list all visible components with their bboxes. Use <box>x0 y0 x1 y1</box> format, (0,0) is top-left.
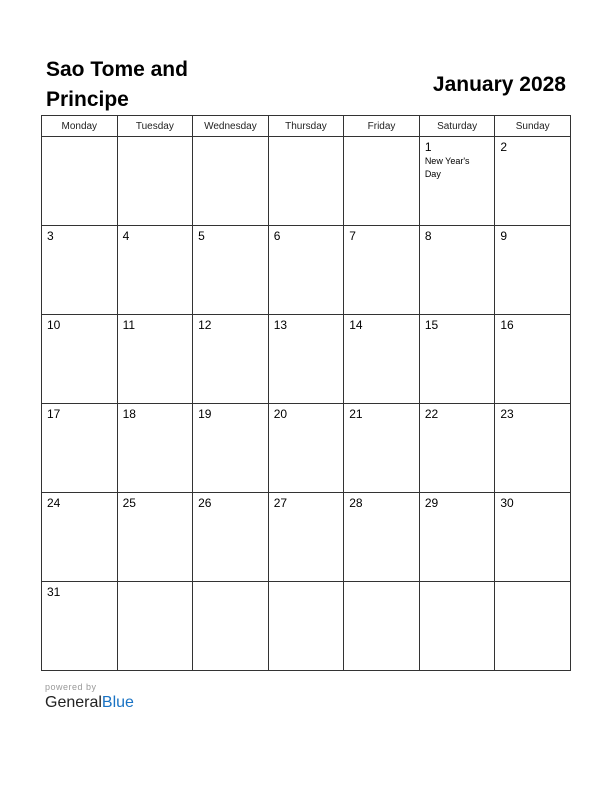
day-number: 12 <box>198 318 212 332</box>
day-cell <box>193 137 269 226</box>
day-number: 19 <box>198 407 212 421</box>
day-cell <box>42 137 118 226</box>
day-number: 31 <box>47 585 61 599</box>
day-number: 1 <box>424 140 432 154</box>
day-cell <box>268 226 344 315</box>
week-row <box>42 226 571 315</box>
day-cell <box>193 404 269 493</box>
generalblue-logo <box>45 693 134 713</box>
day-cell <box>419 582 495 671</box>
day-cell <box>268 582 344 671</box>
week-row <box>42 493 571 582</box>
weekday-tuesday: Tuesday <box>117 116 193 137</box>
day-number: 16 <box>500 318 514 332</box>
brand-footer <box>45 682 134 713</box>
brand-general-text: General <box>45 694 102 711</box>
day-cell <box>495 404 571 493</box>
day-number: 6 <box>273 229 281 243</box>
weekday-sunday: Sunday <box>495 116 571 137</box>
day-cell <box>117 404 193 493</box>
day-cell <box>117 137 193 226</box>
day-cell <box>495 315 571 404</box>
day-cell <box>344 404 420 493</box>
day-cell <box>419 404 495 493</box>
day-cell <box>268 493 344 582</box>
day-cell <box>344 137 420 226</box>
day-cell <box>42 582 118 671</box>
day-cell <box>268 404 344 493</box>
day-cell <box>117 493 193 582</box>
day-cell <box>193 315 269 404</box>
week-row <box>42 137 571 226</box>
weekday-thursday: Thursday <box>268 116 344 137</box>
day-cell <box>42 404 118 493</box>
day-number: 20 <box>273 407 288 421</box>
day-cell <box>495 493 571 582</box>
day-number: 2 <box>500 140 508 154</box>
calendar-body <box>42 137 571 671</box>
holiday-label: New Year's Day <box>424 156 470 179</box>
day-cell <box>268 137 344 226</box>
weekday-monday: Monday <box>42 116 118 137</box>
day-cell <box>193 226 269 315</box>
day-number: 21 <box>349 407 363 421</box>
day-number: 10 <box>47 318 61 332</box>
calendar-grid <box>41 115 571 671</box>
day-cell <box>495 582 571 671</box>
day-cell <box>495 137 571 226</box>
day-number: 7 <box>349 229 356 243</box>
day-number: 5 <box>198 229 205 243</box>
day-number: 17 <box>47 407 61 421</box>
day-number: 9 <box>500 229 508 243</box>
day-cell <box>193 493 269 582</box>
day-number: 15 <box>424 318 439 332</box>
day-cell <box>42 226 118 315</box>
day-cell <box>419 315 495 404</box>
day-cell <box>419 137 495 226</box>
day-number: 8 <box>424 229 432 243</box>
day-number: 26 <box>198 496 212 510</box>
day-number: 4 <box>122 229 130 243</box>
day-cell <box>344 493 420 582</box>
day-number: 13 <box>273 318 288 332</box>
week-row <box>42 582 571 671</box>
day-cell <box>344 582 420 671</box>
day-number: 22 <box>424 407 439 421</box>
day-cell <box>42 493 118 582</box>
day-cell <box>117 226 193 315</box>
weekday-header-row <box>42 116 571 137</box>
day-number: 18 <box>122 407 136 421</box>
weekday-wednesday: Wednesday <box>193 116 269 137</box>
day-cell <box>344 315 420 404</box>
day-cell <box>419 493 495 582</box>
day-cell <box>42 315 118 404</box>
weekday-saturday: Saturday <box>419 116 495 137</box>
brand-blue-text: Blue <box>101 694 134 711</box>
day-number: 23 <box>500 407 514 421</box>
powered-by-text: powered by <box>45 682 97 692</box>
day-number: 30 <box>500 496 514 510</box>
day-number: 3 <box>47 229 54 243</box>
day-number: 29 <box>424 496 439 510</box>
day-number: 24 <box>47 496 61 510</box>
day-cell <box>117 582 193 671</box>
day-number: 27 <box>273 496 288 510</box>
country-title: Sao Tome and Principe <box>46 58 188 111</box>
weekday-friday: Friday <box>344 116 420 137</box>
day-cell <box>344 226 420 315</box>
day-cell <box>268 315 344 404</box>
week-row <box>42 404 571 493</box>
day-number: 11 <box>122 318 136 332</box>
day-cell <box>495 226 571 315</box>
day-cell <box>419 226 495 315</box>
day-cell <box>117 315 193 404</box>
month-year-title: January 2028 <box>432 73 566 96</box>
day-number: 25 <box>122 496 136 510</box>
day-number: 28 <box>349 496 363 510</box>
day-number: 14 <box>349 318 363 332</box>
day-cell <box>193 582 269 671</box>
week-row <box>42 315 571 404</box>
